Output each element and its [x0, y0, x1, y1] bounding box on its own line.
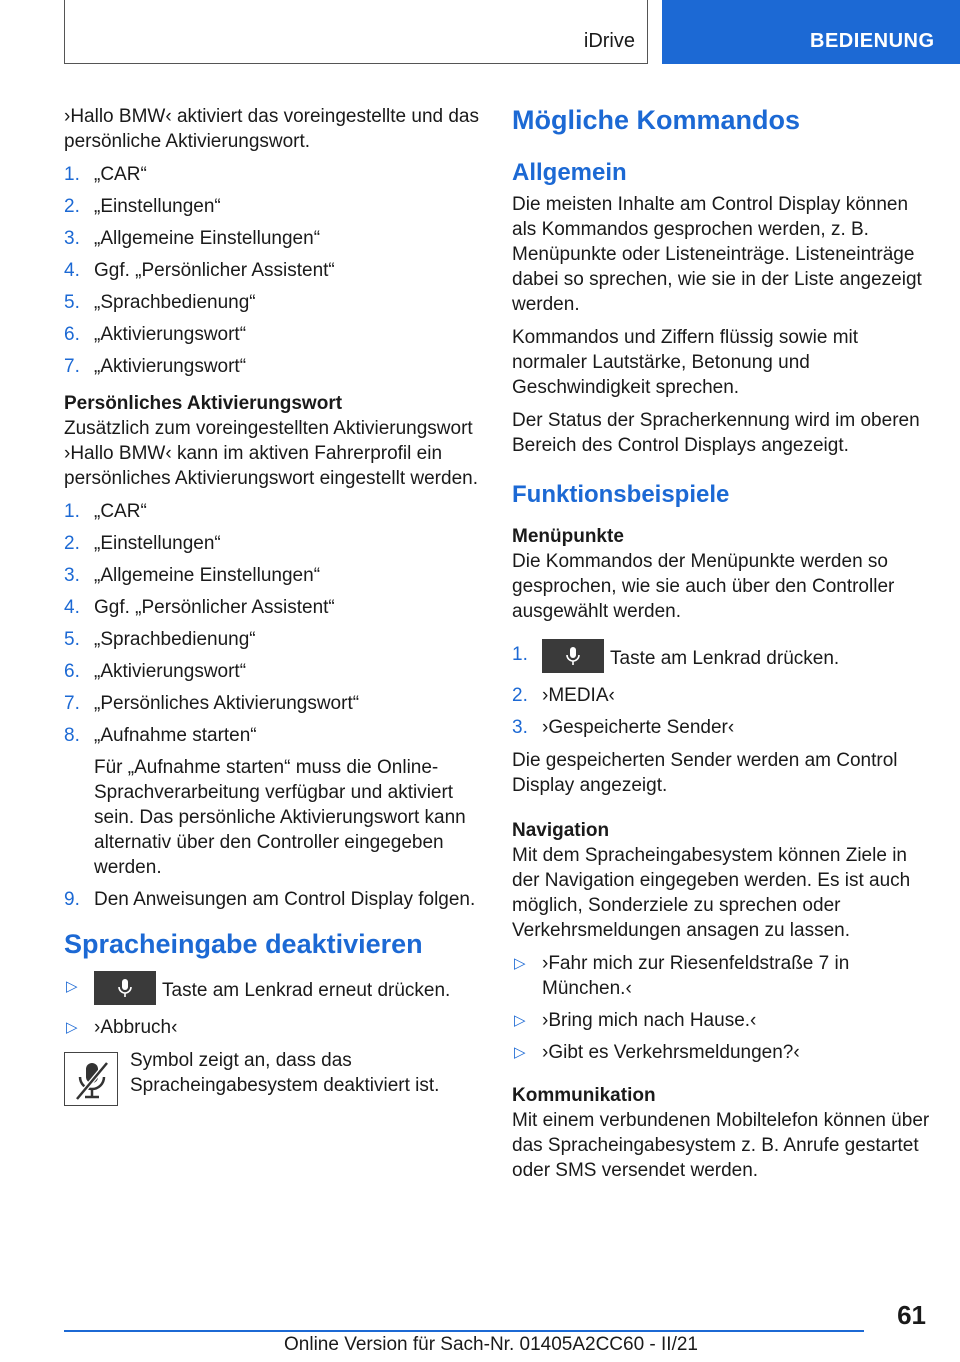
list-item: ▷ ›Bring mich nach Hause.‹	[514, 1010, 757, 1031]
triangle-bullet-icon: ▷	[66, 1019, 78, 1036]
list-item: 2. „Einstellungen“	[64, 533, 221, 554]
triangle-bullet-icon: ▷	[514, 955, 526, 972]
symbol-description: Symbol zeigt an, dass das Spracheingabesystem deaktiviert ist.	[130, 1050, 440, 1096]
navigation-examples	[512, 951, 932, 1065]
footer-rule	[64, 1330, 864, 1332]
list-item: 4. Ggf. „Persönlicher Assistent“	[64, 597, 335, 618]
triangle-bullet-icon: ▷	[514, 1012, 526, 1029]
triangle-bullet-icon: ▷	[514, 1044, 526, 1061]
voice-button-icon	[94, 971, 156, 1005]
deactivate-list	[64, 974, 482, 1040]
examples-heading: Funktionsbeispiele	[512, 481, 730, 508]
deactivated-symbol-row	[64, 1048, 482, 1104]
menu-result: Die gespeicherten Sender werden am Control Display angezeigt.	[512, 750, 898, 796]
mic-off-icon	[64, 1052, 118, 1106]
triangle-bullet-icon: ▷	[66, 978, 78, 995]
list-item: 9. Den Anweisungen am Control Display folgen.	[64, 889, 476, 910]
step-note: Für „Aufnahme starten“ muss die Online-Sprachverarbeitung verfügbar und aktiviert sein. Das persönliche Aktivierungswort kann alternativ über den Controller eingegeben werden.	[94, 757, 466, 878]
list-item: ▷ ›Gibt es Verkehrsmeldungen?‹	[514, 1042, 800, 1063]
left-column	[64, 104, 482, 1104]
list-item: 5. „Sprachbedienung“	[64, 629, 256, 650]
list-item: 2. ›MEDIA‹	[512, 685, 615, 706]
list-item: 3. „Allgemeine Einstellungen“	[64, 228, 321, 249]
navigation-paragraph: Mit dem Spracheingabesystem können Ziele in der Navigation eingegeben werden. Es ist auch möglich, Sonderziele zu sprechen oder Verkehrsmeldungen ansagen zu lassen.	[512, 845, 911, 941]
personal-heading: Persönliches Aktivierungswort	[64, 393, 343, 414]
header-section-tab	[64, 0, 648, 64]
list-item: 1. „CAR“	[64, 501, 147, 522]
commands-heading: Mögliche Kommandos	[512, 105, 801, 135]
list-item: 7. „Aktivierungswort“	[64, 356, 247, 377]
list-item: 3. ›Gespeicherte Sender‹	[512, 717, 735, 738]
deactivate-heading: Spracheingabe deaktivieren	[64, 929, 423, 959]
communication-paragraph: Mit einem verbundenen Mobiltelefon können über das Spracheingabesystem z. B. Anrufe gestartet oder SMS versendet werden.	[512, 1110, 930, 1181]
list-item: 1. Taste am Lenkrad drücken.	[512, 642, 932, 676]
list-item: 4. Ggf. „Persönlicher Assistent“	[64, 260, 335, 281]
general-paragraph-2: Kommandos und Ziffern flüssig sowie mit normaler Lautstärke, Betonung und Geschwindigkeit sprechen.	[512, 327, 859, 398]
list-item: 6. „Aktivierungswort“	[64, 661, 247, 682]
footer-text: Online Version für Sach-Nr. 01405A2CC60 - II/21	[284, 1334, 699, 1355]
personal-paragraph: Zusätzlich zum voreingestellten Aktivierungswort ›Hallo BMW‹ kann im aktiven Fahrerprofil ein persönliches Aktivierungswort eingestellt werden.	[64, 418, 478, 489]
menu-paragraph: Die Kommandos der Menüpunkte werden so gesprochen, wie sie auch über den Controller ausgewählt werden.	[512, 551, 895, 622]
header-chapter-label: BEDIENUNG	[810, 30, 935, 52]
navigation-heading: Navigation	[512, 820, 610, 841]
voice-button-icon	[542, 639, 604, 673]
intro-paragraph: ›Hallo BMW‹ aktiviert das voreingestellte und das persönliche Aktivierungswort.	[64, 106, 480, 152]
general-paragraph-3: Der Status der Spracherkennung wird im oberen Bereich des Control Displays angezeigt.	[512, 410, 920, 456]
list-item: 7. „Persönliches Aktivierungswort“	[64, 693, 360, 714]
right-column	[512, 104, 932, 1191]
activation-steps	[64, 162, 482, 379]
communication-heading: Kommunikation	[512, 1085, 656, 1106]
menu-steps	[512, 642, 932, 740]
list-item: 1. „CAR“	[64, 164, 147, 185]
header-section-label: iDrive	[583, 30, 635, 52]
header-chapter-tab	[662, 0, 960, 64]
list-item: ▷ ›Abbruch‹	[66, 1017, 178, 1038]
general-paragraph-1: Die meisten Inhalte am Control Display können als Kommandos gesprochen werden, z. B. Menüpunkte oder Listeneinträge. Listeneinträge dabei so sprechen, wie sie in der Liste angezeigt werden.	[512, 194, 922, 315]
list-item: ▷ ›Fahr mich zur Riesenfeldstraße 7 in München.‹	[514, 953, 850, 999]
general-heading: Allgemein	[512, 159, 627, 186]
page-number: 61	[897, 1300, 926, 1330]
personal-steps	[64, 499, 482, 912]
list-item: 2. „Einstellungen“	[64, 196, 221, 217]
list-item: 5. „Sprachbedienung“	[64, 292, 256, 313]
menu-heading: Menüpunkte	[512, 526, 624, 547]
list-item: 6. „Aktivierungswort“	[64, 324, 247, 345]
list-item: ▷ Taste am Lenkrad erneut drücken.	[64, 974, 482, 1008]
list-item: 8. „Aufnahme starten“ Für „Aufnahme starten“ muss die Online-Sprachverarbeitung verfügbar und aktiviert sein. Das persönliche Aktivierungswort kann alternativ über den Controller eingegeben werden.	[64, 723, 482, 880]
list-item: 3. „Allgemeine Einstellungen“	[64, 565, 321, 586]
